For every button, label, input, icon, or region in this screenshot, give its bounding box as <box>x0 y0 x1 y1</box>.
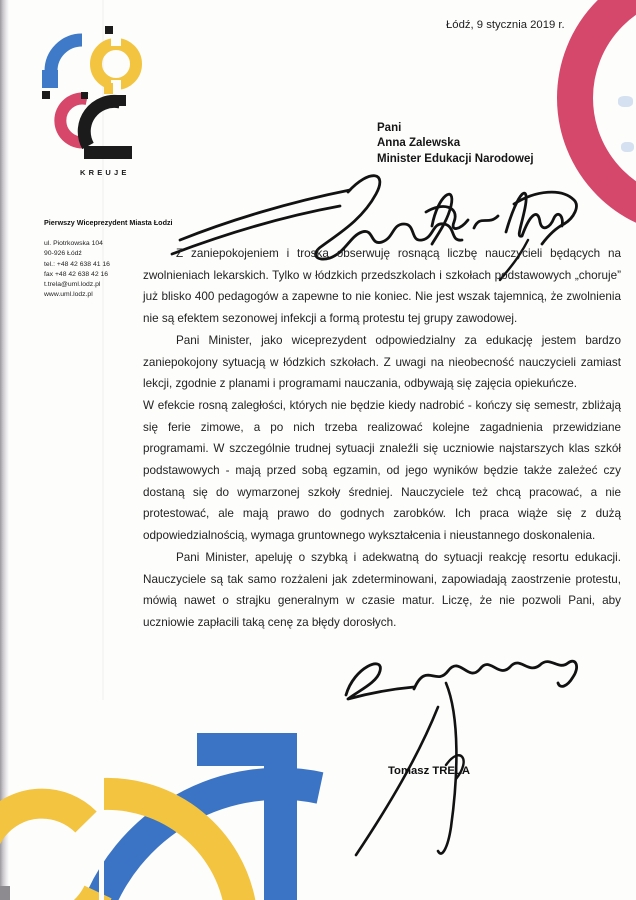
paragraph-1: Z zaniepokojeniem i troską obserwuję rosnącą liczbę nauczycieli będących na zwolnieniach lekarskich. Tylko w łódzkich przedszkolach i szkołach podstawowych „choruje” już blisko 400 pedagogów a zapewne to nie koniec. Nie jest wszak tajemnicą, że zwolnienia nie są efektem sezonowej infekcji a formą protestu tej grupy zawodowej. <box>143 247 621 326</box>
letter-body <box>143 243 621 634</box>
paragraph-4: Pani Minister, apeluję o szybką i adekwatną do sytuacji reakcję resortu edukacji. Nauczyciele są tak samo rozżaleni jak zdeterminowani, zapowiadają zaostrzenie protestu, mówią nawet o strajku generalnym w czasie matur. Liczę, że nie pozwoli Pani, aby uczniowie zapłacili taką cenę za błędy dorosłych. <box>143 550 621 629</box>
sender-website: www.uml.lodz.pl <box>44 291 93 299</box>
scan-corner-shadow <box>0 886 10 900</box>
handwritten-signature <box>318 645 598 880</box>
sender-title: Pierwszy Wiceprezydent Miasta Łodzi <box>44 218 173 227</box>
lodz-kreuje-logo-icon <box>33 22 145 162</box>
sender-email: t.trela@uml.lodz.pl <box>44 281 101 289</box>
recipient-name: Anna Zalewska <box>377 137 461 150</box>
sender-fax: fax +48 42 638 42 16 <box>44 270 109 278</box>
bottom-logo-decoration <box>0 700 360 900</box>
sender-phone: tel.: +48 42 638 41 16 <box>44 260 110 268</box>
logo-tagline: KREUJE <box>80 168 130 177</box>
ink-smudge <box>618 96 633 107</box>
paragraph-3: W efekcie rosną zaległości, których nie będzie kiedy nadrobić - kończy się semestr, zbliżają się ferie zimowe, a po nich trzeba realizować kolejne zagadnienia przewidziane programami. W szczególnie trudnej sytuacji znaleźli się uczniowie najstarszych klas szkół podstawowych - mają przed sobą egzamin, od jego wyników będzie także zależeć czy dostaną się do wymarzonej szkoły średniej. Nauczyciele też chcą pracować, a nie protestować, ale mają prawo do godnych zarobków. Ich praca wiąże się z dużą odpowiedzialnością, wymaga gruntownego wykształcenia i nieustannego doskonalenia. <box>143 398 621 543</box>
paragraph-2: Pani Minister, jako wiceprezydent odpowiedzialny za edukację jestem bardzo zaniepokojony sytuacją w łódzkich szkołach. Z uwagi na nieobecność nauczycieli zamiast lekcji, zgodnie z planami i programami nauczania, odbywają się zajęcia opiekuńcze. <box>143 333 621 391</box>
recipient-salutation: Pani <box>377 122 402 134</box>
recipient-block <box>377 121 534 167</box>
sender-contact-block <box>44 239 110 301</box>
sender-city: 90-926 Łódź <box>44 250 82 258</box>
sender-street: ul. Piotrkowska 104 <box>44 240 103 247</box>
red-ring-decoration <box>557 0 636 236</box>
recipient-role: Minister Edukacji Narodowej <box>377 152 534 165</box>
date-line: Łódź, 9 stycznia 2019 r. <box>446 19 565 31</box>
signer-name: Tomasz TRELA <box>388 765 471 777</box>
ink-smudge <box>621 142 634 152</box>
